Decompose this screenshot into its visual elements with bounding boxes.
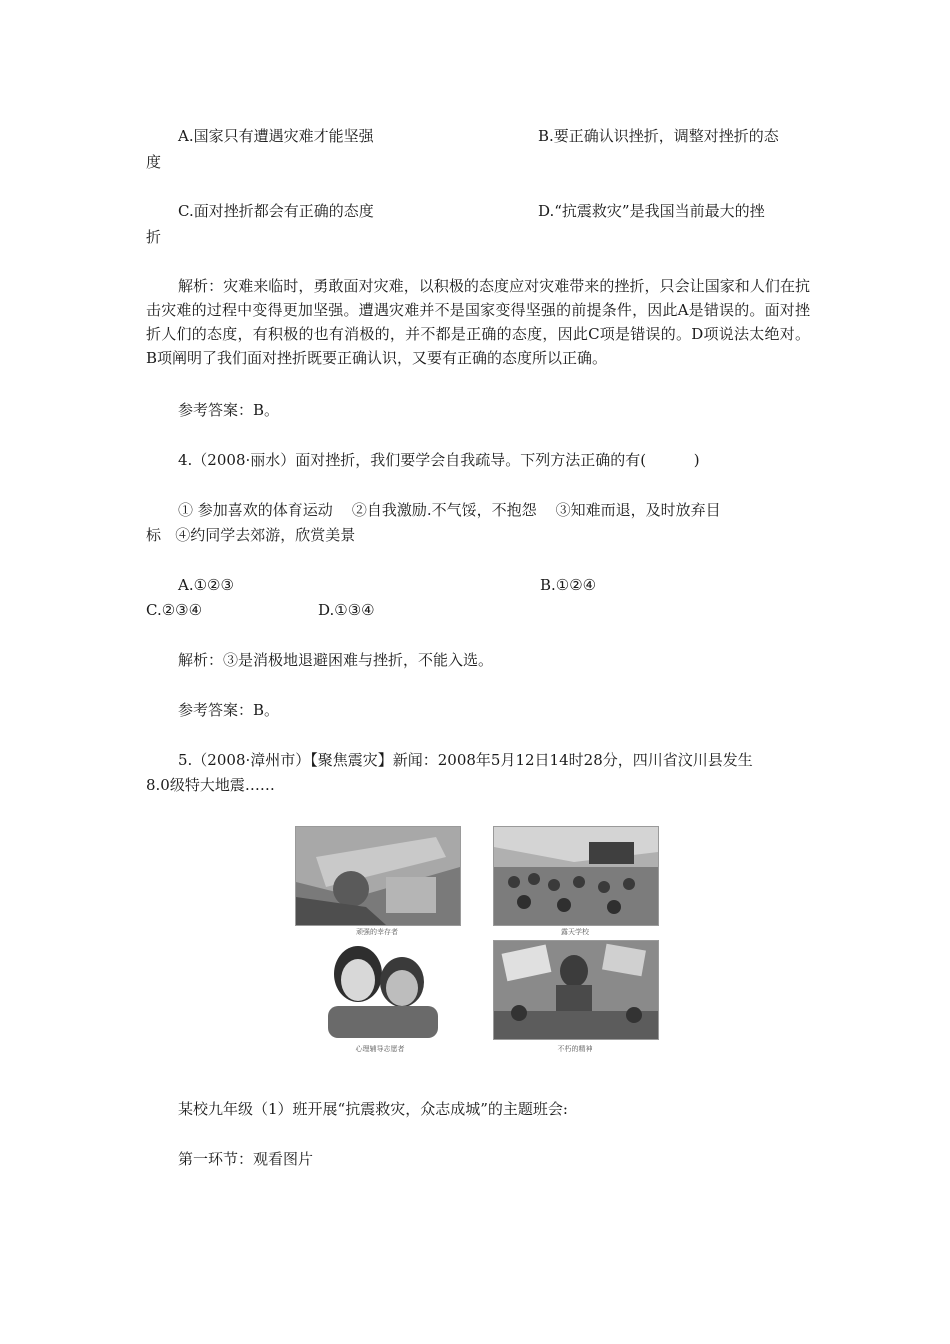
q4-option-d: D.①③④ [318, 601, 375, 619]
q3-analysis: 解析：灾难来临时，勇敢面对灾难，以积极的态度应对灾难带来的挫折，只会让国家和人们在抗击灾难的过程中变得更加坚强。遭遇灾难并不是国家变得坚强的前提条件，因此A是错误的。面对挫折人们的态度，有积极的也有消极的，并不都是正确的态度，因此C项是错误的。D项说法太绝对。B项阐明了我们面对挫折既要正确认识，又要有正确的态度所以正确。 [146, 277, 810, 367]
q4-answer: 参考答案：B。 [178, 701, 280, 719]
q4-option-a: A.①②③ [178, 576, 234, 594]
photo-outdoor-school [493, 826, 659, 926]
q3-option-d: D.“抗震救灾”是我国当前最大的挫 [538, 202, 765, 220]
q3-option-c: C.面对挫折都会有正确的态度 [178, 202, 374, 220]
q4-stem: 4.（2008·丽水）面对挫折，我们要学会自我疏导。下列方法正确的有( ) [178, 451, 700, 469]
q3-option-b-wrap: 度 [146, 153, 162, 171]
q5-step-1: 第一环节：观看图片 [178, 1150, 314, 1168]
q5-class-meeting: 某校九年级（1）班开展“抗震救灾，众志成城”的主题班会: [178, 1100, 568, 1118]
q3-answer: 参考答案：B。 [178, 401, 280, 419]
q3-option-d-wrap: 折 [146, 228, 162, 246]
q4-items: ① 参加喜欢的体育运动 ②自我激励.不气馁，不抱怨 ③知难而退，及时放弃目 [178, 501, 721, 519]
caption-spirit: 不朽的精神 [557, 1045, 593, 1053]
photo-survivor [295, 826, 461, 926]
caption-survivor: 顽强的幸存者 [356, 928, 398, 936]
caption-counselor: 心理辅导志愿者 [355, 1045, 405, 1053]
q5-stem: 5.（2008·漳州市）【聚焦震灾】新闻：2008年5月12日14时28分，四川省汶川县发生 [178, 751, 753, 769]
q4-analysis: 解析：③是消极地退避困难与挫折，不能入选。 [178, 651, 494, 669]
q4-option-c: C.②③④ [146, 601, 203, 619]
q4-option-b: B.①②④ [540, 576, 597, 594]
q3-option-b: B.要正确认识挫折，调整对挫折的态 [538, 127, 779, 145]
photo-spirit [493, 940, 659, 1040]
q4-items-wrap: 标 ④约同学去郊游，欣赏美景 [146, 526, 356, 544]
photo-counselor [298, 940, 462, 1038]
q3-option-a: A.国家只有遭遇灾难才能坚强 [178, 127, 374, 145]
q5-stem-wrap: 8.0级特大地震…… [146, 776, 275, 794]
caption-outdoor-school: 露天学校 [561, 928, 589, 936]
